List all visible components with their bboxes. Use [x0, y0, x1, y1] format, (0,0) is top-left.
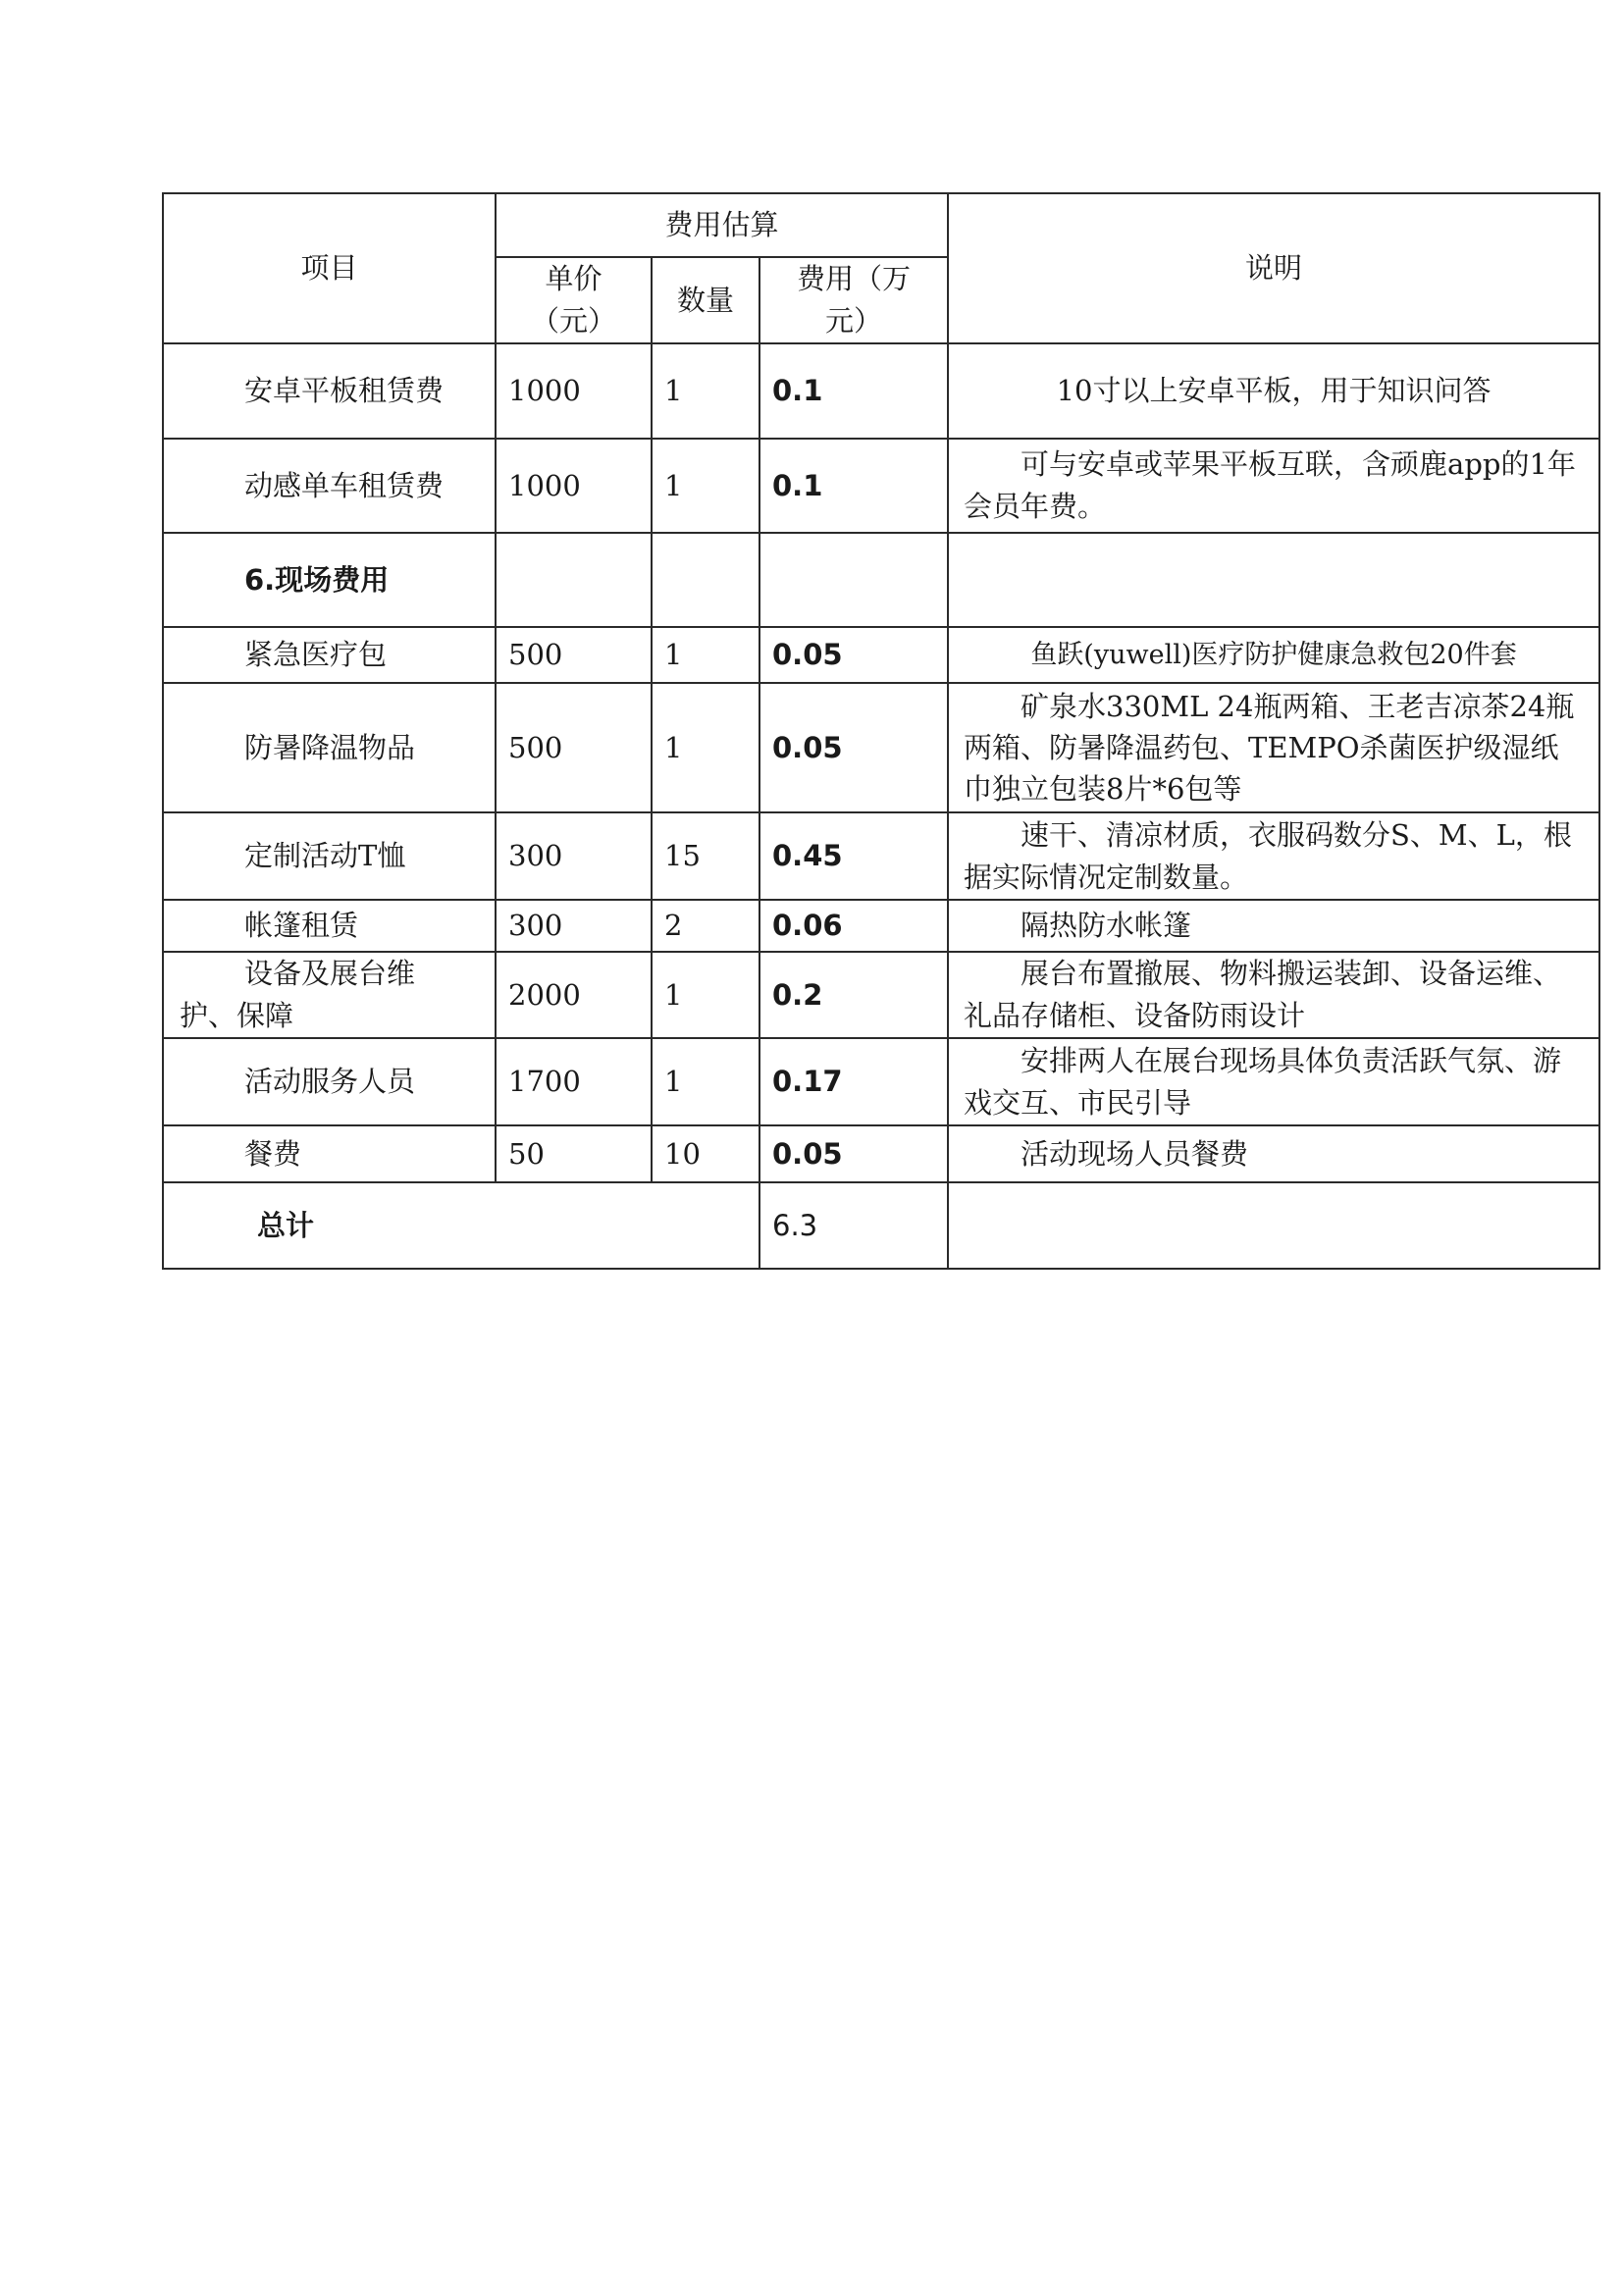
- table-row: [163, 1125, 1599, 1182]
- cell-fee: 0.45: [759, 812, 948, 900]
- cell-item: 餐费: [163, 1125, 496, 1182]
- table-row: [163, 627, 1599, 683]
- table-row: [163, 343, 1599, 439]
- header-fee-line2: 元）: [825, 304, 883, 338]
- cell-item: 定制活动T恤: [163, 812, 496, 900]
- cell-description: 可与安卓或苹果平板互联，含顽鹿app的1年会员年费。: [948, 439, 1599, 533]
- total-label: 总计: [163, 1182, 759, 1269]
- cell-fee: 0.1: [759, 439, 948, 533]
- cell-item: 动感单车租赁费: [163, 439, 496, 533]
- cell-quantity: 2: [652, 900, 759, 952]
- cell-quantity: 1: [652, 627, 759, 683]
- cell-unit-price: 1000: [496, 439, 652, 533]
- cell-quantity: 1: [652, 952, 759, 1038]
- cell-description: 展台布置撤展、物料搬运装卸、设备运维、礼品存储柜、设备防雨设计: [948, 952, 1599, 1038]
- budget-table: [162, 192, 1600, 1270]
- cell-unit-price: 1700: [496, 1038, 652, 1125]
- cell-unit-price: 50: [496, 1125, 652, 1182]
- cell-fee: 0.06: [759, 900, 948, 952]
- cell-fee: 0.05: [759, 683, 948, 812]
- table-row: [163, 952, 1599, 1038]
- cell-description: [948, 533, 1599, 627]
- cell-unit-price: 500: [496, 627, 652, 683]
- table-row: [163, 1038, 1599, 1125]
- cell-description: 鱼跃(yuwell)医疗防护健康急救包20件套: [948, 627, 1599, 683]
- header-cost-estimate: 费用估算: [496, 193, 948, 257]
- table-row: [163, 439, 1599, 533]
- cell-description: 10寸以上安卓平板，用于知识问答: [948, 343, 1599, 439]
- cell-fee: 0.2: [759, 952, 948, 1038]
- cell-item: 活动服务人员: [163, 1038, 496, 1125]
- total-description: [948, 1182, 1599, 1269]
- table-row: [163, 683, 1599, 812]
- cell-description: 安排两人在展台现场具体负责活跃气氛、游戏交互、市民引导: [948, 1038, 1599, 1125]
- cell-item-line2: 护、保障: [180, 999, 294, 1032]
- table-row: [163, 812, 1599, 900]
- cell-quantity: 15: [652, 812, 759, 900]
- cell-quantity: 10: [652, 1125, 759, 1182]
- cell-quantity: 1: [652, 1038, 759, 1125]
- cell-quantity: 1: [652, 683, 759, 812]
- header-fee-line1: 费用（万: [797, 262, 912, 295]
- cell-item: 安卓平板租赁费: [163, 343, 496, 439]
- cell-unit-price: [496, 533, 652, 627]
- section-heading: 6.现场费用: [163, 533, 496, 627]
- section-row: [163, 533, 1599, 627]
- cell-item: 帐篷租赁: [163, 900, 496, 952]
- cell-unit-price: 2000: [496, 952, 652, 1038]
- cell-unit-price: 500: [496, 683, 652, 812]
- cell-description: 矿泉水330ML 24瓶两箱、王老吉凉茶24瓶两箱、防暑降温药包、TEMPO杀菌医护级湿纸巾独立包装8片*6包等: [948, 683, 1599, 812]
- cell-fee: 0.1: [759, 343, 948, 439]
- header-description: 说明: [948, 193, 1599, 343]
- header-unit-price-line2: （元）: [530, 304, 616, 338]
- cell-unit-price: 300: [496, 900, 652, 952]
- cell-item-line1: 设备及展台维: [244, 957, 416, 990]
- header-fee: [759, 257, 948, 343]
- cell-fee: 0.05: [759, 1125, 948, 1182]
- cell-fee: [759, 533, 948, 627]
- cell-quantity: 1: [652, 343, 759, 439]
- cell-item: [163, 952, 496, 1038]
- cell-fee: 0.05: [759, 627, 948, 683]
- header-row-1: [163, 193, 1599, 257]
- total-value: 6.3: [759, 1182, 948, 1269]
- header-item: 项目: [163, 193, 496, 343]
- header-quantity: 数量: [652, 257, 759, 343]
- header-unit-price: [496, 257, 652, 343]
- table-row: [163, 900, 1599, 952]
- cell-unit-price: 1000: [496, 343, 652, 439]
- cell-quantity: [652, 533, 759, 627]
- cell-fee: 0.17: [759, 1038, 948, 1125]
- cell-description: 活动现场人员餐费: [948, 1125, 1599, 1182]
- header-unit-price-line1: 单价: [545, 262, 602, 295]
- cell-description: 速干、清凉材质，衣服码数分S、M、L，根据实际情况定制数量。: [948, 812, 1599, 900]
- cell-item: 紧急医疗包: [163, 627, 496, 683]
- cell-unit-price: 300: [496, 812, 652, 900]
- cell-item: 防暑降温物品: [163, 683, 496, 812]
- cell-quantity: 1: [652, 439, 759, 533]
- total-row: [163, 1182, 1599, 1269]
- cell-description: 隔热防水帐篷: [948, 900, 1599, 952]
